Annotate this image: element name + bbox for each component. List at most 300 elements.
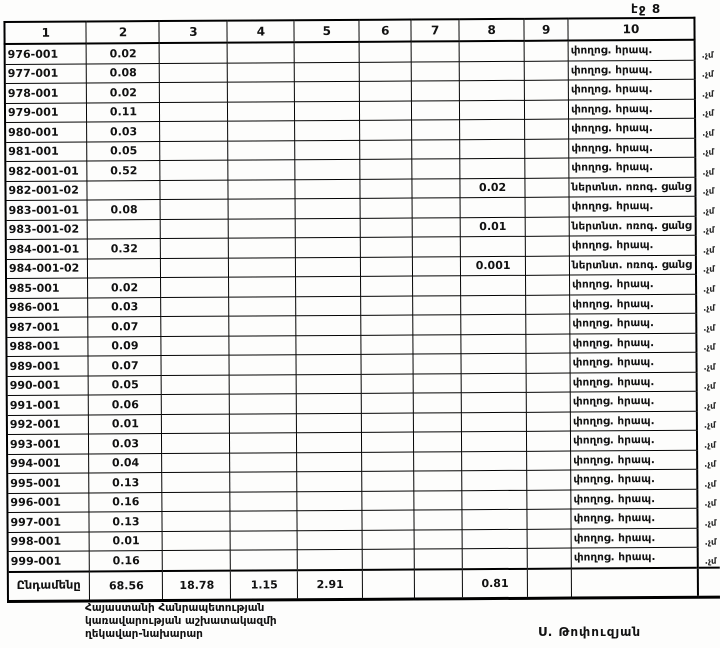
table-cell-col6 [359,62,411,82]
table-cell-col3 [162,453,230,473]
table-cell-col2: 0.03 [88,297,161,317]
table-cell-col8 [460,100,525,120]
table-cell-col4 [229,355,296,375]
table-cell-col8: 0.81 [462,568,527,598]
table-cell-col6 [362,491,414,511]
table-cell-col5 [298,549,363,569]
table-cell-col10: փողոց. հրապ. [571,469,697,489]
table-cell-col5 [297,530,362,550]
footer-line-1: Հայաստանի Հանրապետության [85,602,265,614]
table-cell-col6 [360,159,412,179]
table-cell-col7 [414,432,462,452]
table-cell-col3 [162,375,230,395]
table-cell-col5 [296,276,361,296]
table-cell-col7 [414,451,462,471]
table-cell-col8 [461,353,526,373]
table-cell-col4 [230,530,297,550]
table-cell-col4 [228,121,295,141]
table-cell-col10: փողոց. հրապ. [569,99,695,119]
table-cell-col9 [526,275,570,295]
table-cell-col4 [228,199,295,219]
footer-line-2: կառավարության աշխատակազմի [85,614,277,627]
table-cell-col6 [361,315,413,335]
table-cell-col2: 0.16 [89,492,162,512]
table-cell-col8 [460,197,525,217]
table-cell-col10: փողոց. հրապ. [569,118,695,138]
table-cell-col9 [526,314,570,334]
table-cell-col6 [361,354,413,374]
margin-spacer [694,18,716,40]
table-cell-col7 [412,139,460,159]
table-cell-col6 [361,257,413,277]
table-cell-col6 [363,569,415,599]
table-cell-col7 [412,237,460,257]
table-cell-col7 [413,276,461,296]
table-cell-col6 [360,140,412,160]
table-cell-col2: 68.56 [90,571,163,601]
table-cell-col6 [360,81,412,101]
table-cell-col5 [295,140,360,160]
table-cell-col8 [461,334,526,354]
table-cell-col5 [295,62,360,82]
table-cell-col10: ներտնտ. ոռոգ. ցանց [569,177,695,197]
table-cell-col2: 0.13 [89,473,162,493]
table-cell-col6 [360,179,412,199]
table-cell-col1: 981-001 [5,142,87,162]
table-cell-col4 [231,550,298,570]
margin-annotation: .չմ [704,479,717,489]
table-cell-col6 [362,413,414,433]
table-cell-col10 [571,567,698,597]
table-cell-col5 [296,374,361,394]
table-cell-col7 [414,529,462,549]
table-cell-col5 [297,471,362,491]
margin-annotation: .չմ [704,498,717,509]
table-cell-col1: 976-001 [5,44,87,65]
table-cell-col4 [227,42,294,62]
table-cell-col7 [413,354,461,374]
table-cell-col4 [228,179,295,199]
table-cell-col1: 986-001 [6,297,88,317]
table-cell-col7 [413,393,461,413]
margin-annotation: .չմ [703,440,716,450]
table-cell-col1: Ընդամենը [8,571,90,601]
table-cell-col2: 0.02 [88,278,161,298]
table-cell-col7 [415,569,463,599]
table-cell-col1: 990-001 [7,375,89,395]
table-cell-col9 [525,158,569,178]
margin-annotation: .չմ [701,108,714,119]
table-body [5,40,720,601]
table-cell-col10: փողոց. հրապ. [570,372,696,392]
table-cell-col6 [360,101,412,121]
table-cell-col2 [88,219,161,239]
table-cell-col2: 0.52 [87,161,160,181]
table-cell-col4 [228,140,295,160]
margin-annotation: .չմ [701,50,714,60]
table-cell-col5 [295,101,360,121]
table-cell-col8 [462,548,527,568]
table-cell-col9 [526,334,570,354]
table-cell-col2: 0.06 [89,395,162,415]
table-cell-col2: 0.09 [88,336,161,356]
table-cell-col6 [362,393,414,413]
table-cell-col4 [230,472,297,492]
table-cell-col4 [228,101,295,121]
margin-annotation: .չմ [703,401,716,411]
table-cell-col3 [160,43,228,63]
table-cell-col4 [228,62,295,82]
table-cell-col8 [461,275,526,295]
table-cell-col1: 987-001 [6,317,88,337]
table-cell-col9 [525,100,569,120]
table-cell-col7 [413,256,461,276]
table-cell-col4 [229,335,296,355]
margin-annotation: .չմ [703,342,716,353]
table-cell-col1: 997-001 [7,512,89,532]
table-cell-col5 [297,510,362,530]
margin-annotation: .չմ [701,69,714,80]
table-cell-col2: 0.03 [89,434,162,454]
table-cell-col9 [526,256,570,276]
table-cell-col9 [527,509,571,529]
data-table [3,17,720,603]
table-cell-col8: 0.001 [461,256,526,276]
table-cell-col2: 0.13 [89,512,162,532]
column-header-10: 10 [568,18,695,41]
table-cell-col1: 996-001 [7,492,89,512]
margin-annotation: .չմ [703,323,716,333]
table-cell-col2 [88,258,161,278]
table-cell-col8 [459,80,524,100]
table-cell-col2: 0.32 [88,239,161,259]
table-cell-col3 [162,433,230,453]
table-cell-col10: փողոց. հրապ. [570,411,696,431]
column-header-3: 3 [159,21,227,43]
margin-annotation: .չմ [703,362,716,372]
footer-line-3: ղեկավար-նախարար [85,627,203,640]
table-cell-col6 [362,471,414,491]
table-cell-col2: 0.08 [87,63,160,83]
table-cell-col6 [362,432,414,452]
table-cell-col1: 980-001 [5,122,87,142]
table-cell-col9 [526,353,570,373]
table-cell-col5 [297,413,362,433]
table-cell-col5 [297,393,362,413]
table-cell-col4 [229,238,296,258]
table-cell-col2: 0.05 [87,141,160,161]
table-cell-col3 [160,121,228,141]
table-cell-col1: 988-001 [6,336,88,356]
margin-annotation: .չմ [703,420,716,431]
table-cell-col8 [461,295,526,315]
table-cell-col4 [229,257,296,277]
column-header-9: 9 [524,19,568,41]
table-cell-col5 [296,237,361,257]
margin-annotation: .չմ [704,518,717,528]
table-cell-col8 [461,373,526,393]
table-cell-col4: 1.15 [231,570,298,600]
table-cell-col9 [527,529,571,549]
table-cell-col2: 0.07 [88,356,161,376]
margin-annotation: .չմ [701,89,714,99]
table-cell-col7 [412,81,460,101]
table-cell-col7 [414,490,462,510]
table-cell-col10: ներտնտ. ոռոգ. ցանց [569,255,695,275]
table-cell-col7 [411,61,459,81]
table-cell-col6 [362,549,414,569]
table-cell-col9 [527,568,571,598]
table-cell-col3 [160,180,228,200]
table-cell-col1: 998-001 [8,531,90,551]
table-cell-col3 [161,355,229,375]
table-cell-col9 [525,178,569,198]
table-cell-col9 [525,139,569,159]
table-cell-col9 [525,119,569,139]
table-cell-col4 [230,433,297,453]
table-cell-col3 [161,258,229,278]
table-cell-col4 [230,394,297,414]
table-cell-col9 [526,392,570,412]
table-cell-col5 [297,452,362,472]
table-cell-col9 [526,295,570,315]
table-cell-col10: փողոց. հրապ. [569,157,695,177]
table-cell-col1: 984-001-01 [6,239,88,259]
table-cell-col7 [413,295,461,315]
table-cell-col8 [461,392,526,412]
margin-annotation: .չմ [704,537,717,548]
table-cell-col7 [414,412,462,432]
table-cell-col3 [160,82,228,102]
table-cell-col2 [87,180,160,200]
table-cell-col1: 982-001-02 [5,181,87,201]
table-cell-col3 [163,531,231,551]
table-cell-col9 [525,217,569,237]
table-cell-col9 [526,412,570,432]
table-cell-col8 [460,139,525,159]
table-cell-col1: 991-001 [7,395,89,415]
table-cell-col3 [161,277,229,297]
table-cell-col9 [525,197,569,217]
table-cell-col8 [459,41,524,61]
table-cell-col10: փողոց. հրապ. [571,528,697,548]
table-cell-col8 [462,451,527,471]
table-cell-col3 [160,141,228,161]
table-cell-col8 [462,509,527,529]
table-cell-col3 [160,199,228,219]
table-cell-col7 [412,100,460,120]
table-cell-col6 [362,510,414,530]
table-cell-col7 [412,217,460,237]
table-cell-col2: 0.02 [87,83,160,103]
table-cell-col10: փողոց. հրապ. [568,60,694,80]
table-cell-col5 [295,81,360,101]
table-cell-col10: փողոց. հրապ. [568,40,694,61]
table-cell-col4 [229,296,296,316]
table-cell-col3 [162,394,230,414]
footer-org-block [85,602,277,640]
table-cell-col6 [361,276,413,296]
table-cell-col6 [360,218,412,238]
table-cell-col8 [462,470,527,490]
table-cell-col5 [296,335,361,355]
table-cell-col3 [160,63,228,83]
table-cell-col3 [161,297,229,317]
table-cell-col6 [361,237,413,257]
table-cell-col5: 2.91 [298,569,363,599]
table-cell-col1: 979-001 [5,103,87,123]
table-cell-col9 [527,470,571,490]
table-cell-col1: 978-001 [5,83,87,103]
table-cell-col3 [161,219,229,239]
table-cell-col4 [229,316,296,336]
table-cell-col7 [414,549,462,569]
total-row [8,567,720,601]
table-cell-col10: փողոց. հրապ. [570,294,696,314]
table-cell-col6 [362,452,414,472]
table-cell-col5 [295,159,360,179]
column-header-2: 2 [86,21,159,43]
table-cell-col9 [524,41,568,61]
table-cell-col6 [361,335,413,355]
table-cell-col9 [524,61,568,81]
table-cell-col10: փողոց. հրապ. [569,138,695,158]
table-cell-col3 [161,336,229,356]
margin-annotation: .չմ [702,206,715,216]
table-cell-col8: 0.01 [460,217,525,237]
table-cell-col2: 0.04 [89,453,162,473]
table-cell-col5 [297,491,362,511]
table-cell-col8 [460,236,525,256]
table-cell-col10: փողոց. հրապ. [569,235,695,255]
table-cell-col8: 0.02 [460,178,525,198]
table-cell-col3: 18.78 [163,570,231,600]
table-cell-col10: ներտնտ. ոռոգ. ցանց [569,216,695,236]
table-cell-col8 [462,490,527,510]
table-cell-col9 [527,451,571,471]
table-cell-col2: 0.11 [87,102,160,122]
table-cell-col3 [161,238,229,258]
table-cell-col7 [414,510,462,530]
table-cell-col9 [527,431,571,451]
table-cell-col2: 0.03 [87,122,160,142]
table-cell-col4 [228,82,295,102]
margin-annotation: .չմ [702,225,715,236]
table-cell-col8 [460,158,525,178]
table-cell-col3 [162,472,230,492]
table-cell-col3 [160,160,228,180]
table-cell-col6 [359,42,411,62]
table-cell-col8 [462,529,527,549]
table-cell-col1: 993-001 [7,434,89,454]
table-cell-col4 [229,218,296,238]
margin-annotation: .չմ [702,167,715,177]
column-header-5: 5 [294,20,359,42]
table-cell-col7 [412,198,460,218]
table-cell-col4 [230,413,297,433]
margin-annotation: .չմ [703,303,715,314]
column-header-1: 1 [4,22,86,45]
table-cell-col10: փողոց. հրապ. [570,313,696,333]
table-cell-col10: փողոց. հրապ. [571,508,697,528]
table-cell-col8 [460,119,525,139]
table-cell-col4 [230,511,297,531]
table-cell-col9 [527,548,571,568]
table-cell-col8 [459,61,524,81]
table-cell-col10: փողոց. հրապ. [570,274,696,294]
table-cell-col2: 0.02 [87,43,160,63]
table-cell-col5 [296,315,361,335]
table-cell-col5 [296,257,361,277]
table-cell-col3 [162,414,230,434]
table-cell-col3 [160,102,228,122]
table-cell-col5 [295,179,360,199]
table-cell-col10: փողոց. հրապ. [571,547,697,568]
table-cell-col5 [295,218,360,238]
table-cell-col10: փողոց. հրապ. [571,489,697,509]
table-cell-col1: 983-001-02 [6,220,88,240]
table-cell-col2: 0.07 [88,317,161,337]
table-cell-col3 [163,550,231,570]
table-cell-col9 [526,373,570,393]
table-cell-col9 [525,236,569,256]
table-cell-col6 [360,120,412,140]
table-cell-col1: 989-001 [6,356,88,376]
table-cell-col2: 0.08 [88,200,161,220]
table-cell-col5 [296,354,361,374]
table-cell-col7 [411,41,459,61]
margin-annotation: .չմ [704,556,717,567]
table-cell-col10: փողոց. հրապ. [569,196,695,216]
table-cell-col1: 983-001-01 [6,200,88,220]
margin-annotation: .չմ [702,186,715,197]
table-cell-col7 [412,120,460,140]
table-cell-col5 [294,42,359,62]
margin-annotation: .չմ [702,264,715,275]
margin-annotation: .չմ [702,128,714,138]
table-cell-col1: 994-001 [7,453,89,473]
parcel-table [3,17,720,603]
table-cell-col7 [413,315,461,335]
table-cell-col9 [524,80,568,100]
table-cell-col5 [295,120,360,140]
margin-annotation: .չմ [703,284,715,294]
table-cell-col1: 977-001 [5,64,87,84]
table-cell-col7 [413,373,461,393]
column-header-6: 6 [359,20,411,42]
table-cell-col1: 984-001-02 [6,258,88,278]
margin-annotation: .չմ [704,459,716,470]
margin-spacer [698,567,720,597]
table-cell-col10: փողոց. հրապ. [570,333,696,353]
page-number: էջ 8 [631,2,662,16]
table-cell-col7 [413,334,461,354]
table-cell-col10: փողոց. հրապ. [570,391,696,411]
table-cell-col1: 999-001 [8,551,90,572]
table-cell-col10: փողոց. հրապ. [568,79,694,99]
table-cell-col7 [414,471,462,491]
table-cell-col1: 982-001-01 [5,161,87,181]
table-cell-col8 [462,431,527,451]
table-cell-col7 [412,159,460,179]
table-cell-col6 [361,374,413,394]
table-cell-col6 [360,198,412,218]
table-cell-col10: փողոց. հրապ. [570,352,696,372]
table-cell-col2: 0.01 [89,414,162,434]
column-header-4: 4 [227,20,294,42]
margin-annotation: .չմ [703,381,716,392]
table-cell-col9 [527,490,571,510]
